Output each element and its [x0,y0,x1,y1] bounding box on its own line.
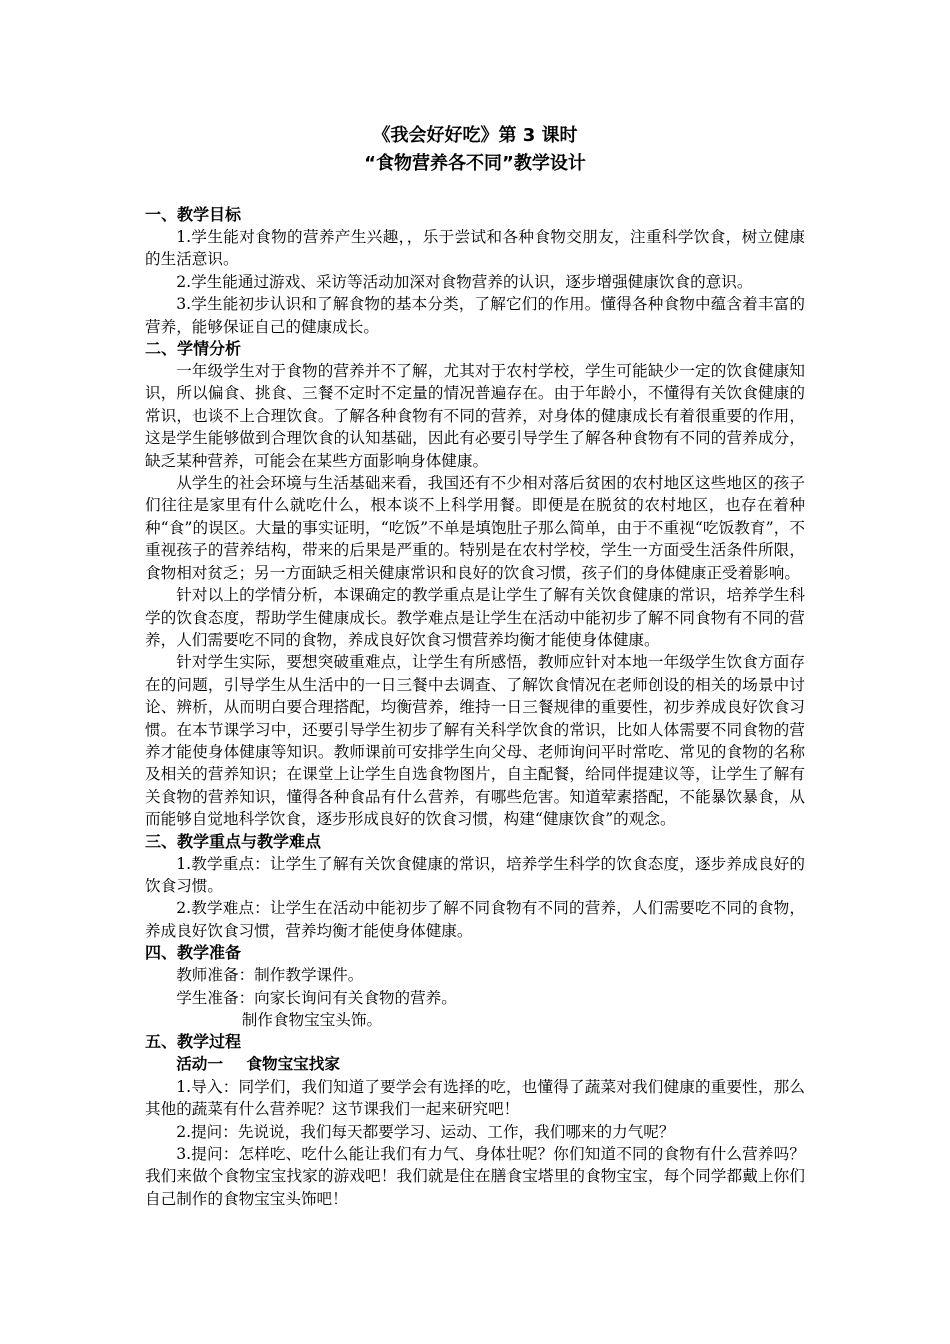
section-heading-process: 五、教学过程 [145,1032,242,1052]
paragraph: 针对学生实际，要想突破重难点，让学生有所感悟，教师应针对本地一年级学生饮食方面存在的问题，引导学生从生活中的一日三餐中去调查、了解饮食情况在老师创设的相关的场景中讨论、辨析，从而明白要合理搭配，均衡营养，维持一日三餐规律的重要性，初步养成良好饮食习惯。在本节课学习中，还要引导学生初步了解有关科学饮食的常识，比如人体需要不同食物的营养才能使身体健康等知识。教师课前可安排学生向父母、老师询问平时常吃、常见的食物的名称及相关的营养知识；在课堂上让学生自选食物图片，自主配餐，给同伴提建议等，让学生了解有关食物的营养知识，懂得各种食品有什么营养，有哪些危害。知道荤素搭配，不能暴饮暴食，从而能够自觉地科学饮食，逐步形成良好的饮食习惯，构建“健康饮食”的观念。 [145,653,805,829]
student-preparation-cont: 制作食物宝宝头饰。 [241,1011,383,1029]
section-heading-analysis: 二、学情分析 [145,339,242,359]
teacher-preparation: 教师准备：制作教学课件。 [176,966,364,985]
paragraph: 针对以上的学情分析，本课确定的教学重点是让学生了解有关饮食健康的常识，培养学生科学的饮食态度，帮助学生健康成长。教学难点是让学生在活动中能初步了解不同食物有不同的营养，人们需要吃不同的食物，养成良好饮食习惯营养均衡才能使身体健康。 [145,586,805,649]
paragraph: 2.学生能通过游戏、采访等活动加深对食物营养的认识，逐步增强健康饮食的意识。 [176,272,753,291]
document-title: 《我会好好吃》第 3 课时 [372,125,578,146]
paragraph: 1.教学重点：让学生了解有关饮食健康的常识，培养学生科学的饮食态度，逐步养成良好的饮食习惯。 [145,854,805,895]
paragraph: 3.学生能初步认识和了解食物的基本分类，了解它们的作用。懂得各种食物中蕴含着丰富的营养，能够保证自己的健康成长。 [145,295,805,336]
title-block [145,122,805,178]
paragraph: 3.提问：怎样吃、吃什么能让我们有力气、身体壮呢？你们知道不同的食物有什么营养吗？我们来做个食物宝宝找家的游戏吧！我们就是住在膳食宝塔里的食物宝宝，每个同学都戴上你们自己制作的食物宝宝头饰吧！ [145,1145,805,1208]
section-heading-preparation: 四、教学准备 [145,943,242,963]
activity-label: 活动一 [176,1055,223,1074]
document-subtitle: “食物营养各不同”教学设计 [364,153,586,174]
paragraph: 从学生的社会环境与生活基础来看，我国还有不少相对落后贫困的农村地区这些地区的孩子们往往是家里有什么就吃什么，根本谈不上科学用餐。即便是在脱贫的农村地区，也存在着种种“食”的误区。大量的事实证明，“吃饭”不单是填饱肚子那么简单，由于不重视“吃饭教育”，不重视孩子的营养结构，带来的后果是严重的。特别是在农村学校，学生一方面受生活条件所限，食物相对贫乏；另一方面缺乏相关健康常识和良好的饮食习惯，孩子们的身体健康正受着影响。 [145,474,805,582]
activity-heading [145,1053,805,1075]
section-heading-goals: 一、教学目标 [145,205,242,224]
student-preparation: 学生准备：向家长询问有关食物的营养。 [176,988,457,1007]
paragraph: 2.提问：先说说，我们每天都要学习、运动、工作，我们哪来的力气呢？ [176,1122,675,1141]
section-heading-key-points: 三、教学重点与教学难点 [145,831,322,851]
document-page [145,122,805,1210]
paragraph: 1.学生能对食物的营养产生兴趣，，乐于尝试和各种食物交朋友，注重科学饮食，树立健康的生活意识。 [145,228,805,269]
paragraph: 2.教学难点：让学生在活动中能初步了解不同食物有不同的营养，人们需要吃不同的食物，养成良好饮食习惯，营养均衡才能使身体健康。 [145,899,805,940]
activity-title: 食物宝宝找家 [246,1055,340,1074]
paragraph: 1.导入：同学们，我们知道了要学会有选择的吃，也懂得了蔬菜对我们健康的重要性，那么其他的蔬菜有什么营养呢？这节课我们一起来研究吧！ [145,1077,805,1119]
paragraph: 一年级学生对于食物的营养并不了解，尤其对于农村学校，学生可能缺少一定的饮食健康知识，所以偏食、挑食、三餐不定时不定量的情况普遍存在。由于年龄小，不懂得有关饮食健康的常识，也谈不上合理饮食。了解各种食物有不同的营养，对身体的健康成长有着很重要的作用，这是学生能够做到合理饮食的认知基础，因此有必要引导学生了解各种食物有不同的营养成分，缺乏某种营养，可能会在某些方面影响身体健康。 [145,362,805,470]
